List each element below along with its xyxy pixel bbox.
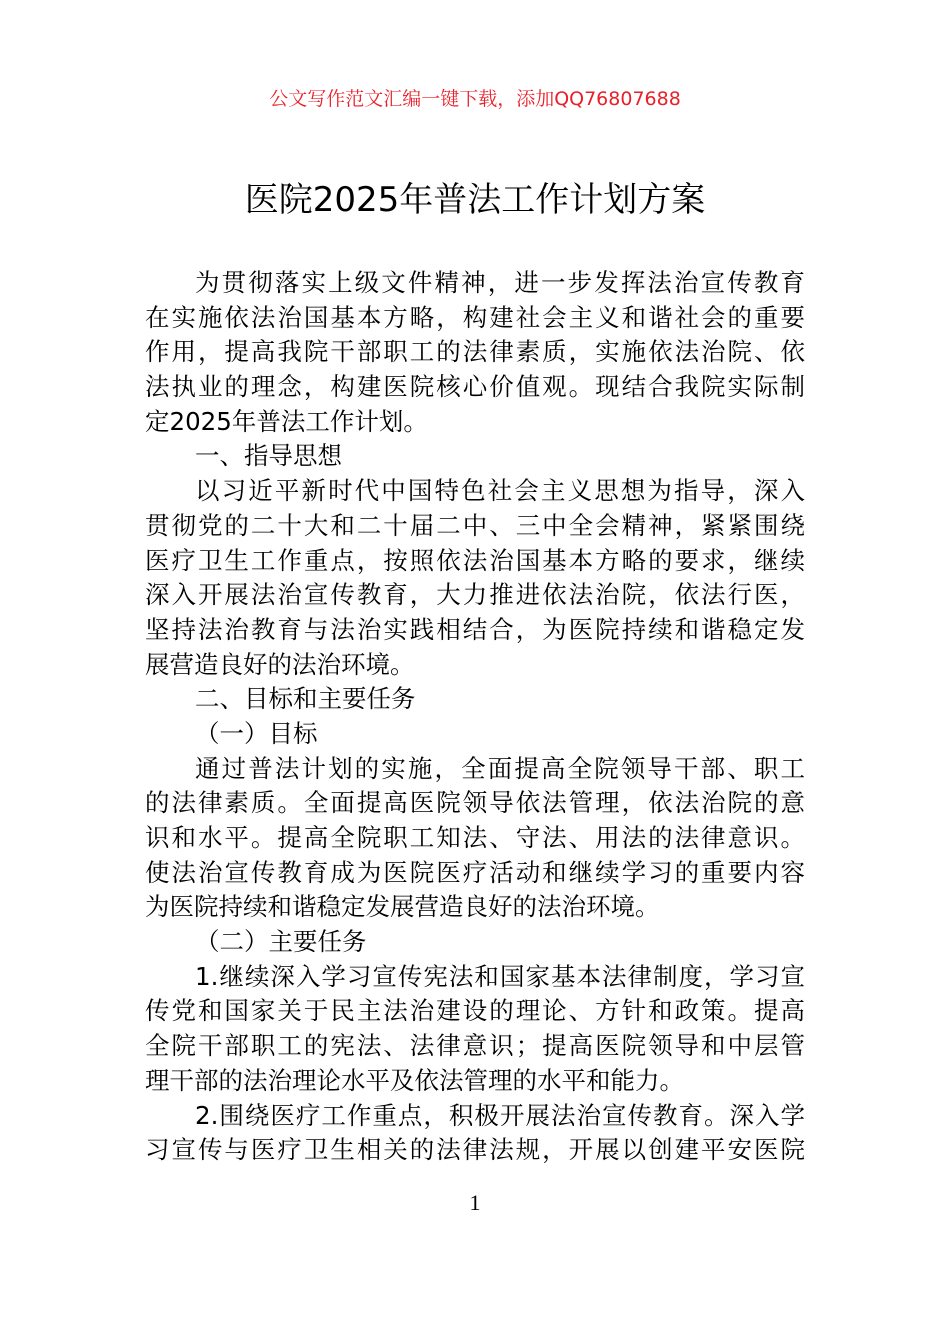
paragraph-line: 坚持法治教育与法治实践相结合，为医院持续和谐稳定发 — [145, 614, 805, 644]
paragraph-line: 使法治宣传教育成为医院医疗活动和继续学习的重要内容 — [145, 857, 805, 887]
document-title: 医院2025年普法工作计划方案 — [244, 180, 706, 220]
page-number: 1 — [469, 1190, 481, 1215]
paragraph-line: 的法律素质。全面提高医院领导依法管理，依法治院的意 — [145, 788, 805, 818]
download-watermark: 公文写作范文汇编一键下载，添加QQ76807688 — [269, 88, 681, 110]
section-heading: 二、目标和主要任务 — [195, 684, 416, 714]
paragraph-line: 展营造良好的法治环境。 — [145, 649, 415, 679]
section-heading: （二）主要任务 — [195, 927, 367, 957]
paragraph-line: 定2025年普法工作计划。 — [145, 406, 428, 436]
paragraph-line: 通过普法计划的实施，全面提高全院领导干部、职工 — [195, 753, 805, 783]
paragraph-line: 法执业的理念，构建医院核心价值观。现结合我院实际制 — [145, 372, 805, 402]
paragraph-line: 理干部的法治理论水平及依法管理的水平和能力。 — [145, 1065, 684, 1095]
paragraph-line: 以习近平新时代中国特色社会主义思想为指导，深入 — [195, 476, 805, 506]
paragraph-line: 识和水平。提高全院职工知法、守法、用法的法律意识。 — [145, 823, 805, 852]
paragraph-line: 习宣传与医疗卫生相关的法律法规，开展以创建平安医院 — [145, 1135, 805, 1165]
section-heading: （一）目标 — [195, 718, 318, 748]
paragraph-line: 深入开展法治宣传教育，大力推进依法治院，依法行医， — [145, 580, 805, 610]
paragraph-line: 在实施依法治国基本方略，构建社会主义和谐社会的重要 — [145, 302, 805, 332]
paragraph-line: 医疗卫生工作重点，按照依法治国基本方略的要求，继续 — [145, 545, 805, 575]
paragraph-line: 2.围绕医疗工作重点，积极开展法治宣传教育。深入学 — [195, 1100, 805, 1130]
paragraph-line: 作用，提高我院干部职工的法律素质，实施依法治院、依 — [145, 337, 805, 367]
paragraph-line: 全院干部职工的宪法、法律意识；提高医院领导和中层管 — [145, 1031, 805, 1061]
paragraph-line: 贯彻党的二十大和二十届二中、三中全会精神，紧紧围绕 — [145, 510, 805, 540]
paragraph-line: 为贯彻落实上级文件精神，进一步发挥法治宣传教育 — [195, 268, 805, 297]
paragraph-line: 传党和国家关于民主法治建设的理论、方针和政策。提高 — [145, 996, 805, 1026]
document-body — [145, 266, 805, 1168]
paragraph-line: 1.继续深入学习宣传宪法和国家基本法律制度，学习宣 — [195, 961, 805, 991]
paragraph-line: 为医院持续和谐稳定发展营造良好的法治环境。 — [145, 892, 660, 922]
section-heading: 一、指导思想 — [195, 441, 342, 471]
